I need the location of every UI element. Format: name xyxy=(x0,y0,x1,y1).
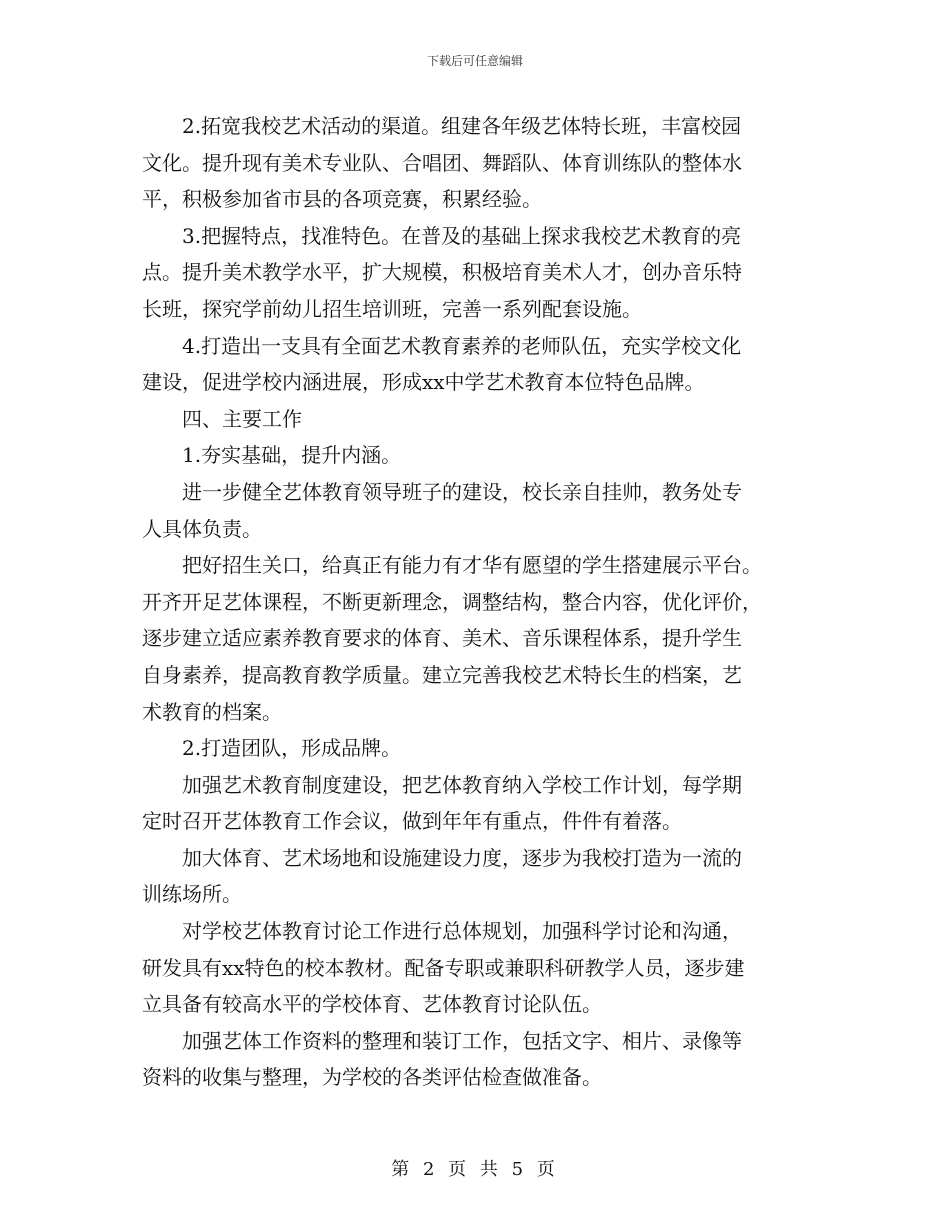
text-line: 自身素养，提高教育教学质量。建立完善我校艺术特长生的档案，艺 xyxy=(142,662,742,687)
text-line: 研发具有xx特色的校本教材。配备专职或兼职科研教学人员，逐步建 xyxy=(142,955,745,980)
text-line: 资料的收集与整理，为学校的各类评估检查做准备。 xyxy=(142,1065,602,1090)
document-body xyxy=(142,108,810,1096)
text-line: 立具备有较高水平的学校体育、艺体教育讨论队伍。 xyxy=(142,992,602,1017)
subheading: 2.打造团队，形成品牌。 xyxy=(142,736,402,761)
text-line: 3.把握特点，找准特色。在普及的基础上探求我校艺术教育的亮 xyxy=(142,223,742,248)
subheading: 1.夯实基础，提升内涵。 xyxy=(142,443,402,468)
text-line: 2.拓宽我校艺术活动的渠道。组建各年级艺体特长班，丰富校园 xyxy=(142,114,742,138)
text-line: 人具体负责。 xyxy=(142,516,262,541)
text-line: 训练场所。 xyxy=(142,882,242,907)
text-line: 开齐开足艺体课程，不断更新理念，调整结构，整合内容，优化评价， xyxy=(142,589,762,614)
text-line: 进一步健全艺体教育领导班子的建设，校长亲自挂帅，教务处专 xyxy=(142,479,742,504)
text-line: 把好招生关口，给真正有能力有才华有愿望的学生搭建展示平台。 xyxy=(142,553,762,578)
text-line: 长班，探究学前幼儿招生培训班，完善一系列配套设施。 xyxy=(142,296,642,321)
text-line: 加大体育、艺术场地和设施建设力度，逐步为我校打造为一流的 xyxy=(142,845,742,870)
text-line: 术教育的档案。 xyxy=(142,699,282,724)
text-line: 对学校艺体教育讨论工作进行总体规划，加强科学讨论和沟通， xyxy=(142,919,742,944)
text-line: 加强艺体工作资料的整理和装订工作，包括文字、相片、录像等 xyxy=(142,1028,742,1053)
text-line: 文化。提升现有美术专业队、合唱团、舞蹈队、体育训练队的整体水 xyxy=(142,150,742,175)
page-header: 下载后可任意编辑 xyxy=(426,54,523,68)
text-line: 建设，促进学校内涵进展，形成xx中学艺术教育本位特色品牌。 xyxy=(142,370,705,395)
text-line: 平，积极参加省市县的各项竞赛，积累经验。 xyxy=(142,187,542,212)
text-line: 定时召开艺体教育工作会议，做到年年有重点，件件有着落。 xyxy=(142,809,682,834)
text-line: 逐步建立适应素养教育要求的体育、美术、音乐课程体系，提升学生 xyxy=(142,626,742,651)
text-line: 点。提升美术教学水平，扩大规模，积极培育美术人才，创办音乐特 xyxy=(142,260,742,285)
text-line: 加强艺术教育制度建设，把艺体教育纳入学校工作计划，每学期 xyxy=(142,772,742,797)
text-line: 4.打造出一支具有全面艺术教育素养的老师队伍，充实学校文化 xyxy=(142,333,742,358)
section-heading: 四、主要工作 xyxy=(142,406,302,431)
page-footer: 第 2 页 共 5 页 xyxy=(391,1159,559,1180)
